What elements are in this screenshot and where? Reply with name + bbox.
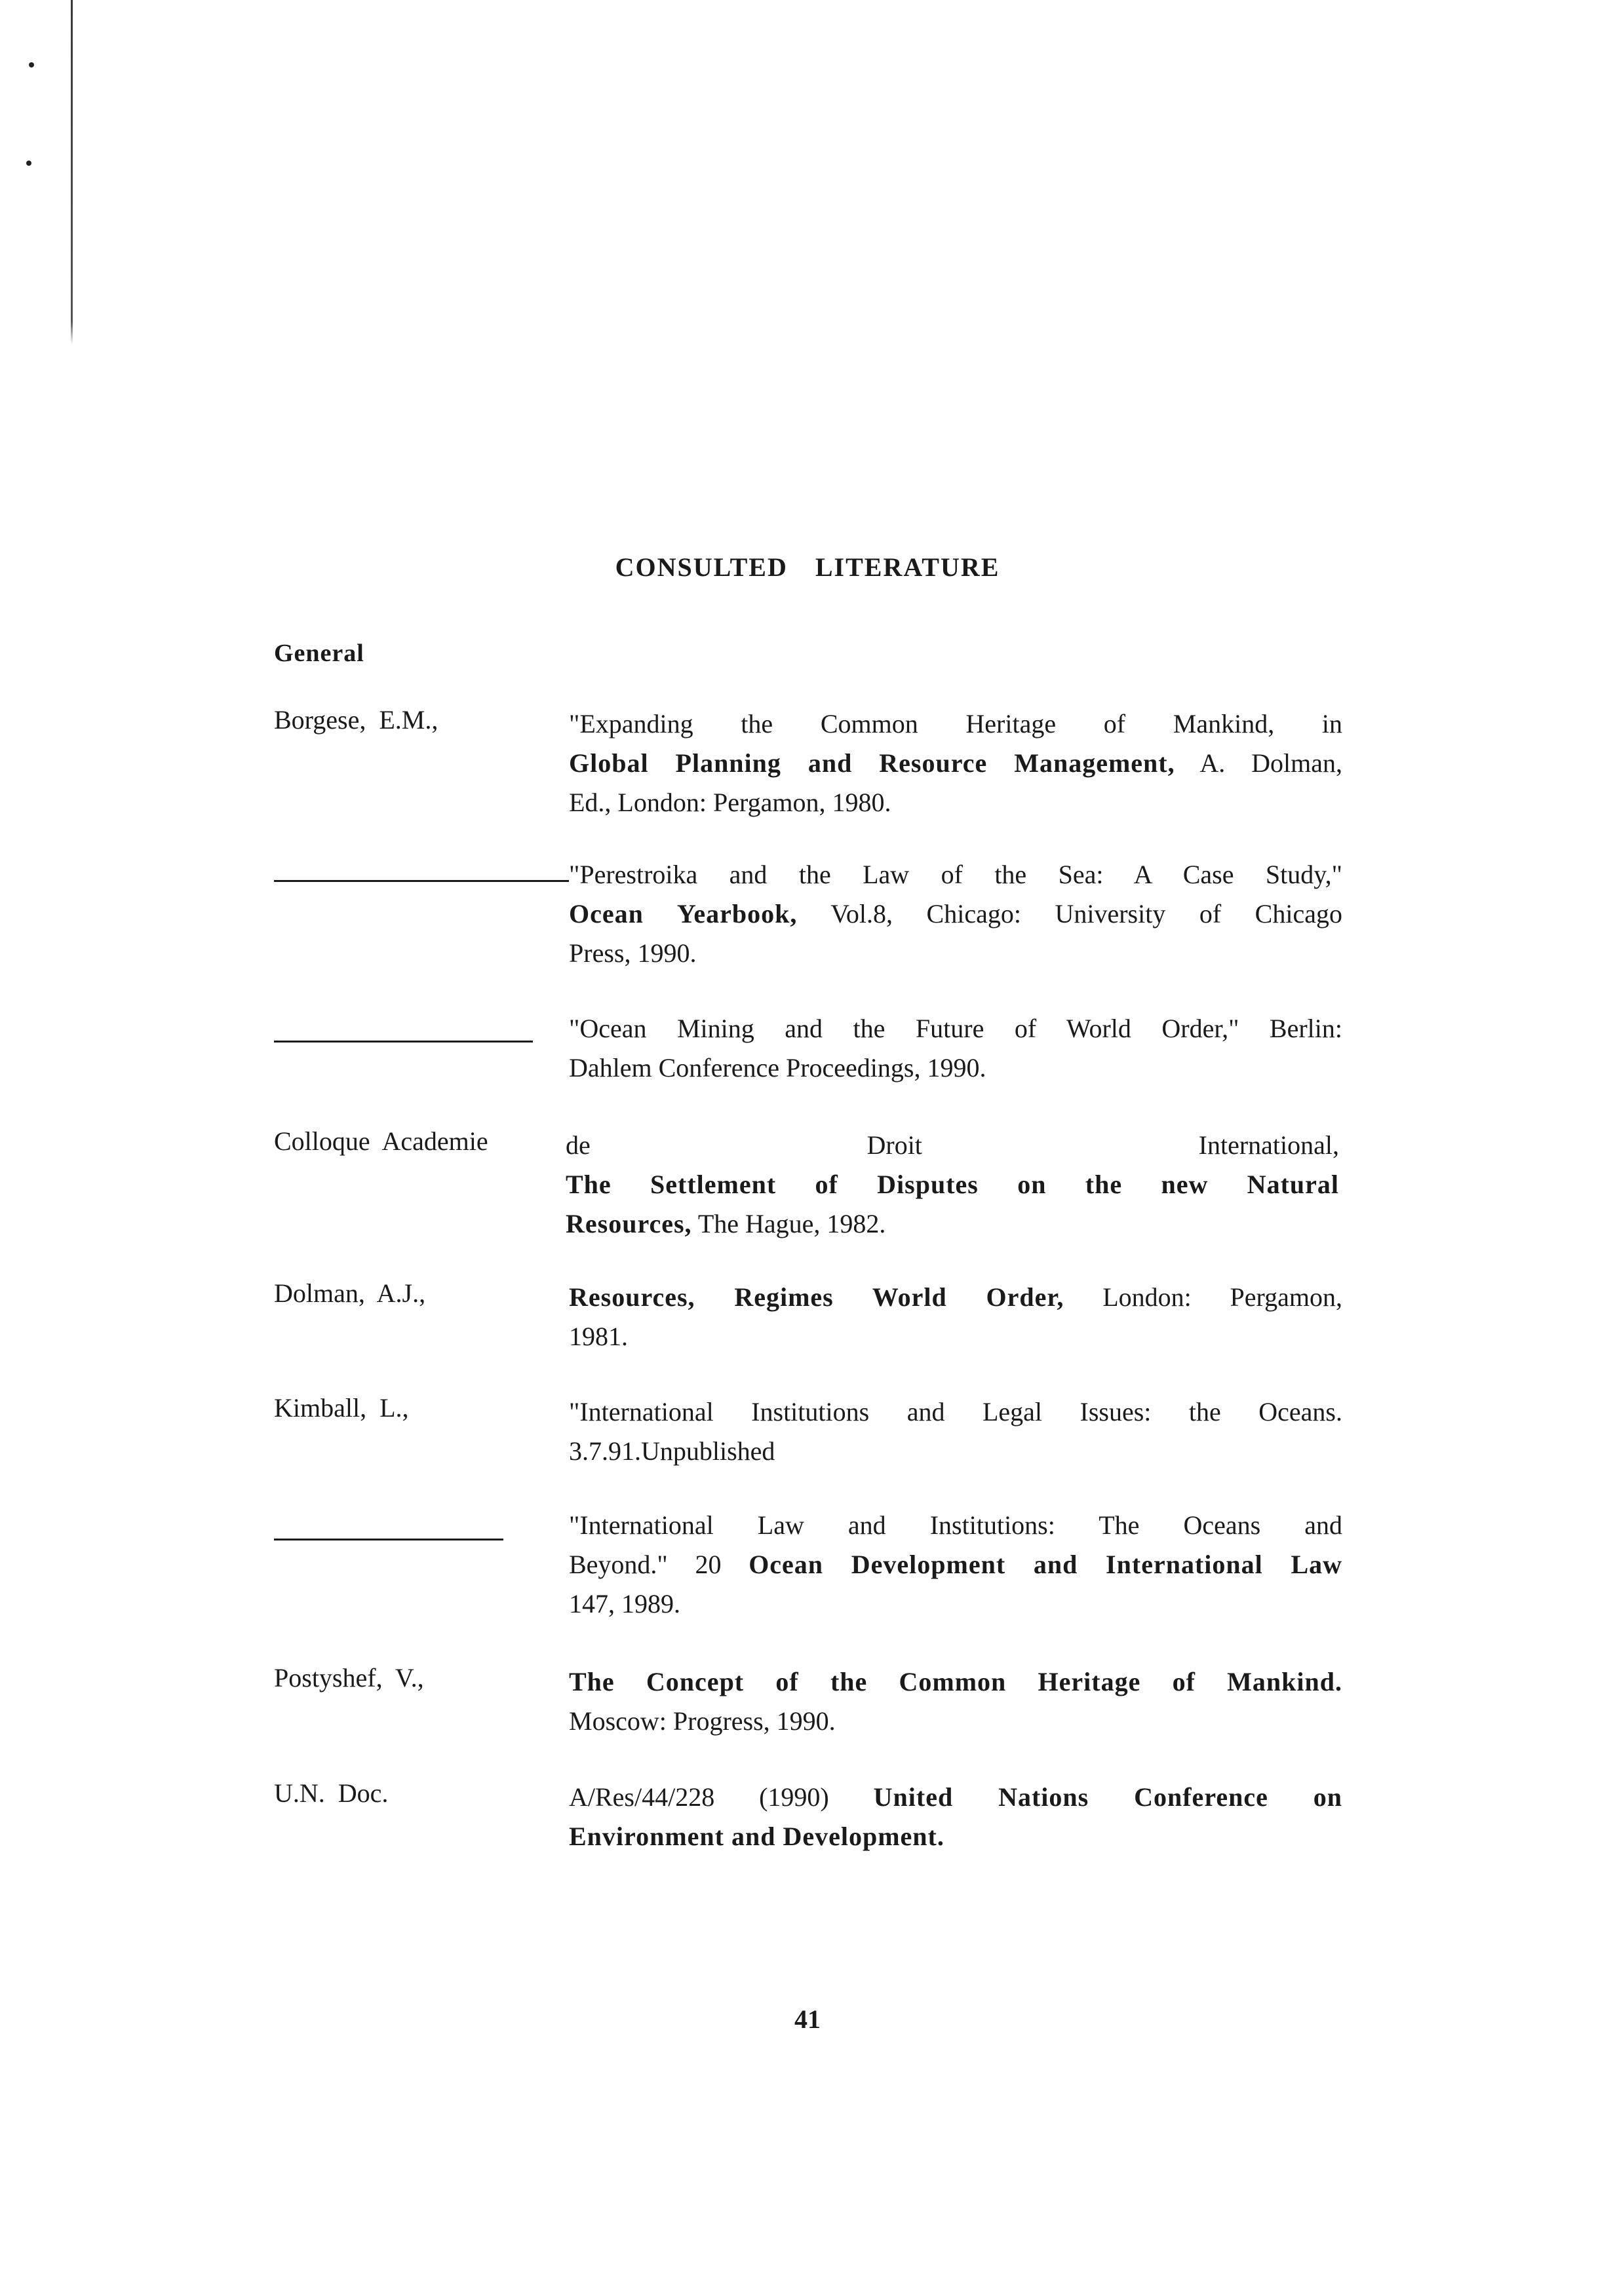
reference-text: "Perestroika and the Law of the Sea: A Case Study," (569, 860, 1342, 889)
same-author-dash (274, 880, 569, 882)
reference-title-text: The Concept of the Common Heritage of Mankind. (569, 1667, 1342, 1696)
reference-text: Moscow: Progress, 1990. (569, 1706, 836, 1736)
reference-line (566, 1165, 1339, 1204)
reference-line (569, 1009, 1342, 1048)
reference-text: "Ocean Mining and the Future of World Order," Berlin: (569, 1014, 1342, 1043)
reference-line (569, 1817, 1342, 1856)
reference-text: A. Dolman, (1175, 748, 1342, 778)
reference-text: Press, 1990. (569, 938, 697, 968)
entry-reference (569, 1392, 1342, 1471)
reference-line (569, 1048, 1342, 1088)
entry-reference (569, 1278, 1342, 1356)
entry-author: Dolman, A.J., (274, 1278, 426, 1308)
entry-reference (569, 1662, 1342, 1741)
scan-margin-line (71, 0, 73, 2296)
reference-line (569, 934, 1342, 973)
reference-title-text: Ocean Development and International Law (749, 1550, 1343, 1579)
reference-line (569, 1392, 1342, 1432)
reference-line (569, 704, 1342, 744)
reference-line (569, 1278, 1342, 1317)
reference-text: de Droit International, (566, 1130, 1339, 1160)
page-title: CONSULTED LITERATURE (615, 552, 1000, 582)
reference-text: Beyond." 20 (569, 1550, 749, 1579)
reference-text: Ed., London: Pergamon, 1980. (569, 788, 891, 817)
reference-text: Vol.8, Chicago: University of Chicago (797, 899, 1342, 928)
reference-line (566, 1204, 1339, 1244)
reference-text: London: Pergamon, (1064, 1282, 1342, 1312)
reference-text: "International Law and Institutions: The Oceans and (569, 1510, 1342, 1540)
reference-text: 147, 1989. (569, 1589, 680, 1618)
reference-line (569, 744, 1342, 783)
reference-line (569, 1662, 1342, 1702)
reference-text: 3.7.91.Unpublished (569, 1436, 775, 1466)
reference-line (569, 1702, 1342, 1741)
reference-title-text: Ocean Yearbook, (569, 899, 798, 928)
page-number: 41 (794, 2004, 821, 2034)
reference-line (569, 1506, 1342, 1545)
entry-reference (569, 1009, 1342, 1088)
reference-text: Dahlem Conference Proceedings, 1990. (569, 1053, 986, 1082)
entry-reference (569, 855, 1342, 973)
entry-reference (566, 1126, 1339, 1244)
entry-author: Borgese, E.M., (274, 705, 438, 735)
entry-reference (569, 1506, 1342, 1624)
entry-author: Postyshef, V., (274, 1663, 424, 1693)
reference-line (569, 1584, 1342, 1624)
reference-line (569, 855, 1342, 894)
reference-line (569, 783, 1342, 822)
reference-line (569, 1545, 1342, 1584)
reference-text: A/Res/44/228 (1990) (569, 1782, 874, 1812)
reference-title-text: Resources, Regimes World Order, (569, 1282, 1064, 1312)
reference-title-text: Environment and Development. (569, 1822, 944, 1851)
reference-text: "Expanding the Common Heritage of Mankind, in (569, 709, 1342, 738)
same-author-dash (274, 1041, 533, 1043)
scan-speck (26, 161, 31, 166)
entry-author: Kimball, L., (274, 1393, 409, 1423)
scan-speck (29, 62, 34, 67)
reference-line (569, 1317, 1342, 1356)
entry-author: Colloque Academie (274, 1126, 488, 1156)
reference-title-text: United Nations Conference on (873, 1782, 1342, 1812)
reference-title-text: The Settlement of Disputes on the new Natural (566, 1170, 1339, 1199)
entry-author: U.N. Doc. (274, 1778, 389, 1808)
reference-text: The Hague, 1982. (691, 1209, 886, 1238)
reference-line (569, 1432, 1342, 1471)
reference-text: 1981. (569, 1322, 628, 1351)
reference-title-text: Global Planning and Resource Management, (569, 748, 1175, 778)
reference-line (566, 1126, 1339, 1165)
reference-line (569, 894, 1342, 934)
entry-reference (569, 704, 1342, 822)
reference-line (569, 1778, 1342, 1817)
reference-title-text: Resources, (566, 1209, 692, 1238)
section-heading: General (274, 640, 364, 667)
entry-reference (569, 1778, 1342, 1856)
reference-text: "International Institutions and Legal Issues: the Oceans. (569, 1397, 1342, 1426)
same-author-dash (274, 1539, 503, 1540)
